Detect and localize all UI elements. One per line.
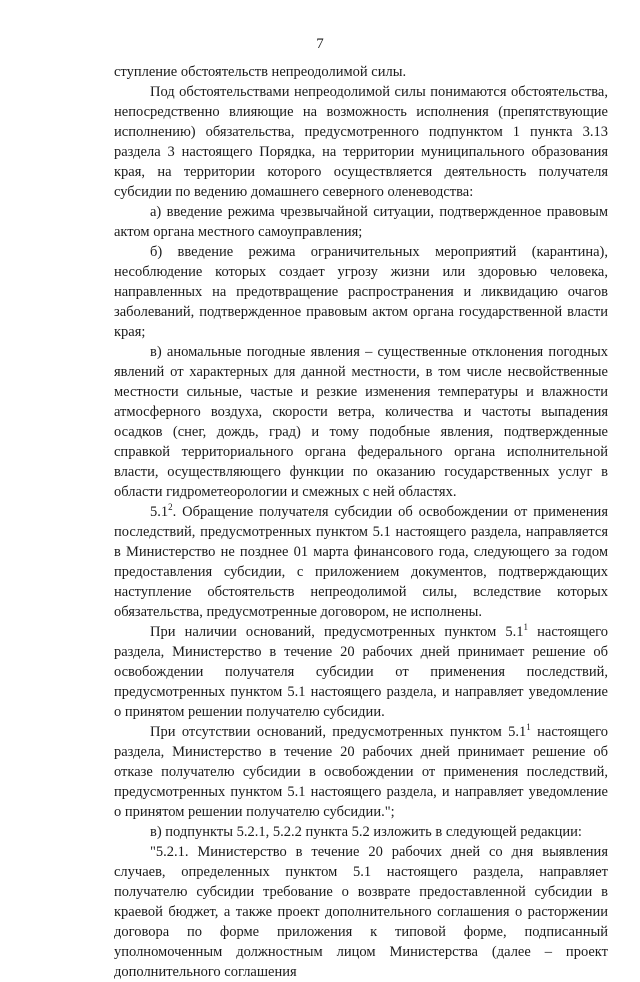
- paragraph-text: "5.2.1. Министерство в течение 20 рабочих дней со дня выявления случаев, определенных пунктом 5.1 настоящего раздела, направляет получателю субсидии требование о возврате предоставленной субсидии в краевой бюджет, а также проект дополнительного соглашения о расторжении договора по форме приложения к типовой форме, подписанный уполномоченным должностным лицом Министерства (далее – проект дополнительного соглашения: [114, 844, 608, 980]
- paragraph-text: При наличии оснований, предусмотренных пунктом 5.1: [150, 624, 524, 640]
- paragraph-text: настоящего раздела, Министерство в течение 20 рабочих дней принимает решение об освобождении получателя субсидии от применения последствий, предусмотренных пунктом 5.1 настоящего раздела, и направляет уведомление о принятом решении получателю субсидии.: [114, 624, 608, 720]
- document-body: [114, 62, 608, 982]
- paragraph: [114, 202, 608, 242]
- paragraph: [114, 502, 608, 622]
- paragraph: [114, 822, 608, 842]
- paragraph-text: При отсутствии оснований, предусмотренных пунктом 5.1: [150, 724, 527, 740]
- paragraph: [114, 622, 608, 722]
- paragraph: [114, 62, 608, 82]
- page-number: 7: [316, 36, 324, 52]
- paragraph-text: . Обращение получателя субсидии об освобождении от применения последствий, предусмотренных пунктом 5.1 настоящего раздела, направляется в Министерство не позднее 01 марта финансового года, следующего за годом предоставления субсидии, с приложением документов, подтверждающих наступление обстоятельств непреодолимой силы, вследствие которых обязательства, предусмотренные договором, не исполнены.: [114, 504, 608, 620]
- paragraph-text: а) введение режима чрезвычайной ситуации, подтвержденное правовым актом органа местного самоуправления;: [114, 204, 608, 240]
- paragraph-text: 5.1: [150, 504, 169, 520]
- paragraph-text: ступление обстоятельств непреодолимой силы.: [114, 64, 407, 80]
- paragraph-text: Под обстоятельствами непреодолимой силы понимаются обстоятельства, непосредственно влияющие на возможность исполнения (препятствующие исполнению) обязательства, предусмотренного подпунктом 1 пункта 3.13 раздела 3 настоящего Порядка, на территории муниципального образования края, на территории которого осуществляется деятельность получателя субсидии по ведению домашнего северного оленеводства:: [114, 84, 608, 200]
- paragraph: [114, 842, 608, 982]
- superscript: 1: [523, 622, 529, 632]
- paragraph: [114, 82, 608, 202]
- paragraph-text: настоящего раздела, Министерство в течение 20 рабочих дней принимает решение об отказе получателю субсидии в освобождении от применения последствий, предусмотренных пунктом 5.1 настоящего раздела, и направляет уведомление о принятом решении получателю субсидии.";: [114, 724, 609, 820]
- superscript: 2: [168, 502, 173, 512]
- paragraph-text: б) введение режима ограничительных мероприятий (карантина), несоблюдение которых создает угрозу жизни или здоровью человека, направленных на предотвращение распространения и ликвидацию очагов заболеваний, подтвержденное правовым актом органа государственной власти края;: [114, 244, 608, 340]
- superscript: 1: [526, 722, 531, 732]
- paragraph-text: в) подпункты 5.2.1, 5.2.2 пункта 5.2 изложить в следующей редакции:: [150, 824, 582, 840]
- paragraph: [114, 722, 608, 822]
- paragraph-text: в) аномальные погодные явления – существенные отклонения погодных явлений от характерных для данной местности, в том числе несвойственные местности сильные, частые и резкие изменения температуры и влажности атмосферного воздуха, скорости ветра, количества и частоты выпадения осадков (снег, дождь, град) и тому подобные явления, подтвержденные справкой территориального органа федерального органа исполнительной власти, осуществляющего функции по оказанию государственных услуг в области гидрометеорологии и смежных с ней областях.: [114, 344, 608, 500]
- paragraph: [114, 342, 608, 502]
- paragraph: [114, 242, 608, 342]
